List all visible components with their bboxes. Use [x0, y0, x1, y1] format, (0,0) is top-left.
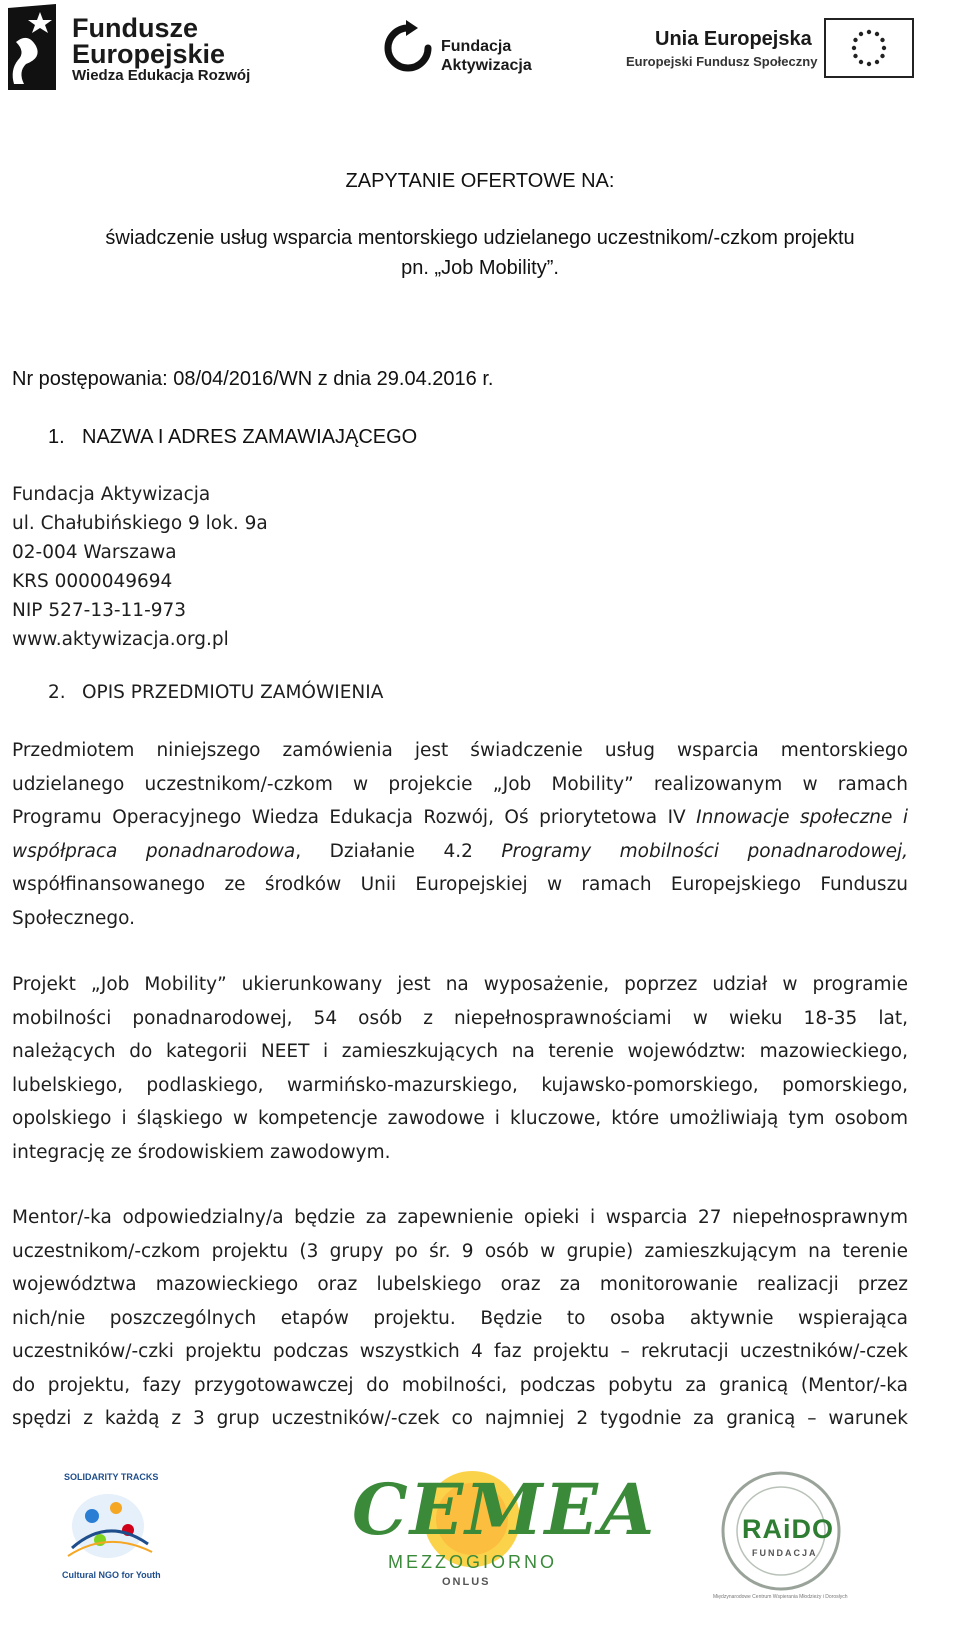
paragraph-line	[12, 801, 908, 835]
raido-ring-text: Międzynarodowe Centrum Wspierania Młodzieży i Dorosłych	[713, 1594, 848, 1600]
cemea-name: CEMEA	[352, 1468, 657, 1551]
document-title: ZAPYTANIE OFERTOWE NA:	[345, 170, 615, 192]
paragraph-line: uczestników/-czki projektu podczas wszystkich 4 faz projektu – rekrutacji uczestników/-czek	[12, 1341, 908, 1362]
fundusze-logo-line2: Europejskie	[72, 39, 226, 69]
cemea-sub2: ONLUS	[442, 1576, 491, 1588]
address-line: ul. Chałubińskiego 9 lok. 9a	[12, 513, 268, 534]
paragraph-line: spędzi z każdą z 3 grup uczestników/-czek co najmniej 2 tygodnie za granicą – warunek	[12, 1408, 908, 1429]
fundacja-logo-line2: Aktywizacja	[441, 57, 532, 74]
paragraph-line: należących do kategorii NEET i zamieszkujących na terenie województw: mazowieckiego,	[12, 1041, 908, 1062]
cemea-sub: MEZZOGIORNO	[388, 1552, 557, 1572]
unia-logo-line1: Unia Europejska	[655, 28, 812, 50]
procedure-number: Nr postępowania: 08/04/2016/WN z dnia 29.04.2016 r.	[12, 368, 494, 390]
subject-line-2: pn. „Job Mobility”.	[401, 257, 559, 279]
solidarity-tracks-logo-icon	[58, 1486, 158, 1564]
paragraph-mentor	[12, 1201, 908, 1436]
section-2-number: 2.	[48, 682, 66, 703]
header-logos	[0, 0, 960, 110]
fundusze-logo-line1: Fundusze	[72, 13, 198, 43]
text-run-italic: Programy mobilności ponadnarodowej,	[501, 840, 908, 862]
section-2-heading: OPIS PRZEDMIOTU ZAMÓWIENIA	[82, 682, 384, 703]
text-run-italic: współpraca ponadnarodowa	[12, 840, 296, 862]
eu-flag-icon	[824, 18, 914, 78]
website-link[interactable]: www.aktywizacja.org.pl	[12, 629, 229, 650]
text-run-italic: Innowacje społeczne i	[696, 807, 909, 828]
fundusze-europejskie-logo-icon	[6, 2, 58, 92]
paragraph-line: integrację ze środowiskiem zawodowym.	[12, 1141, 391, 1163]
paragraph-line: mobilności ponadnarodowej, 54 osób z niepełnosprawnościami w wieku 18-35 lat,	[12, 1007, 908, 1029]
paragraph-line	[12, 835, 908, 869]
paragraph-line: uczestnikom/-czkom projektu (3 grupy po śr. 9 osób w grupie) zamieszkującym na terenie	[12, 1240, 908, 1262]
raido-sub: FUNDACJA	[752, 1548, 818, 1558]
section-1-heading: NAZWA I ADRES ZAMAWIAJĄCEGO	[82, 426, 418, 448]
unia-logo-line2: Europejski Fundusz Społeczny	[626, 54, 818, 69]
solidarity-tracks-title: SOLIDARITY TRACKS	[64, 1472, 159, 1482]
footer-logos	[0, 1460, 960, 1644]
fundacja-logo-line1: Fundacja	[441, 38, 512, 55]
paragraph-line: Społecznego.	[12, 907, 136, 929]
address-line: Fundacja Aktywizacja	[12, 484, 211, 505]
address-line: 02-004 Warszawa	[12, 542, 177, 563]
paragraph-line: Przedmiotem niniejszego zamówienia jest świadczenie usług wsparcia mentorskiego	[12, 740, 908, 761]
paragraph-line: do projektu, fazy przygotowawczej do mobilności, podczas pobytu za granicą (Mentor/-ka	[12, 1374, 908, 1396]
paragraph-line: nich/nie poszczególnych etapów projektu. Będzie to osoba aktywnie wspierająca	[12, 1307, 908, 1329]
paragraph-line: udzielanego uczestnikom/-czkom w projekcie „Job Mobility” realizowanym w ramach	[12, 773, 908, 795]
paragraph-line: opolskiego i śląskiego w kompetencje zawodowe i kluczowe, które umożliwiają tym osobom	[12, 1108, 908, 1129]
address-line: KRS 0000049694	[12, 571, 173, 592]
contracting-authority-address	[12, 480, 268, 654]
paragraph-line: województwa mazowieckiego oraz lubelskiego oraz za monitorowanie realizacji przez	[12, 1274, 908, 1295]
paragraph-project	[12, 968, 908, 1169]
paragraph-subject	[12, 734, 908, 935]
fundacja-aktywizacja-logo-icon	[384, 18, 432, 78]
paragraph-line: Projekt „Job Mobility” ukierunkowany jest na wyposażenie, poprzez udział w programie	[12, 974, 908, 995]
text-run: , Działanie 4.2	[295, 840, 502, 862]
section-1-number: 1.	[48, 426, 65, 448]
text-run: Programu Operacyjnego Wiedza Edukacja Rozwój, Oś priorytetowa IV	[12, 807, 697, 828]
paragraph-line: Mentor/-ka odpowiedzialny/a będzie za zapewnienie opieki i wsparcia 27 niepełnosprawnym	[12, 1207, 908, 1228]
paragraph-line: lubelskiego, podlaskiego, warmińsko-mazurskiego, kujawsko-pomorskiego, pomorskiego,	[12, 1074, 908, 1096]
raido-name: RAiDO	[742, 1514, 834, 1544]
solidarity-tracks-caption: Cultural NGO for Youth	[62, 1570, 161, 1580]
address-line: NIP 527-13-11-973	[12, 600, 187, 621]
paragraph-line: współfinansowanego ze środków Unii Europejskiej w ramach Europejskiego Funduszu	[12, 874, 908, 895]
fundusze-logo-line3: Wiedza Edukacja Rozwój	[72, 67, 251, 84]
subject-line-1: świadczenie usług wsparcia mentorskiego udzielanego uczestnikom/-czkom projektu	[105, 227, 855, 249]
